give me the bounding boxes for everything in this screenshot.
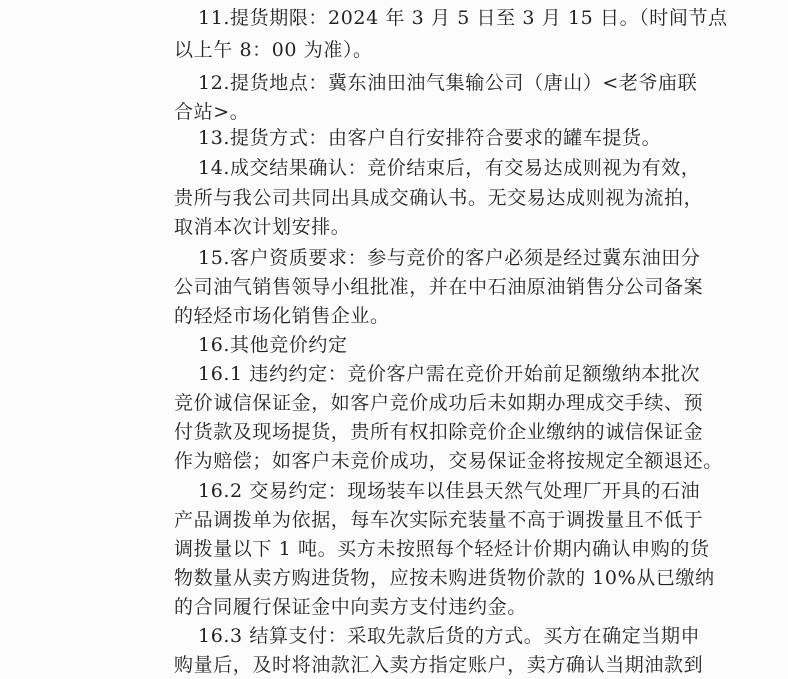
clause-16-2-line-2: 产品调拨单为依据，每车次实际充装量不高于调拨量且不低于 [174,509,704,531]
clause-16-2-line-3: 调拨量以下 1 吨。买方未按照每个轻烃计价期内确认申购的货 [174,538,710,560]
clause-12-line-2: 合站>。 [174,101,250,123]
clause-16-2-line-5: 的合同履行保证金中向卖方支付违约金。 [174,596,527,618]
clause-16-2-line-4: 物数量从卖方购进货物，应按未购进货物价款的 10%从已缴纳 [174,567,715,589]
clause-16-3-line-1: 16.3 结算支付：采取先款后货的方式。买方在确定当期申 [198,625,701,647]
clause-14-line-2: 贵所与我公司共同出具成交确认书。无交易达成则视为流拍， [174,187,704,209]
clause-13-line-1: 13.提货方式：由客户自行安排符合要求的罐车提货。 [198,127,662,149]
clause-16-heading: 16.其他竞价约定 [198,334,348,356]
clause-15-line-1: 15.客户资质要求：参与竞价的客户必须是经过冀东油田分 [198,247,701,269]
clause-16-1-line-4: 作为赔偿；如客户未竞价成功，交易保证金将按规定全额退还。 [174,450,723,472]
clause-12-line-1: 12.提货地点：冀东油田油气集输公司（唐山）<老爷庙联 [198,72,698,94]
clause-16-2-line-1: 16.2 交易约定：现场装车以佳县天然气处理厂开具的石油 [198,480,701,502]
clause-14-line-1: 14.成交结果确认：竞价结束后，有交易达成则视为有效， [198,157,701,179]
clause-15-line-2: 公司油气销售领导小组批准，并在中石油原油销售分公司备案 [174,276,704,298]
clause-16-3-line-2: 购量后，及时将油款汇入卖方指定账户，卖方确认当期油款到 [174,654,704,676]
clause-14-line-3: 取消本次计划安排。 [174,216,351,238]
clause-16-1-line-1: 16.1 违约约定：竞价客户需在竞价开始前足额缴纳本批次 [198,363,701,385]
clause-15-line-3: 的轻烃市场化销售企业。 [174,305,390,327]
clause-11-line-2: 以上午 8：00 为准）。 [174,39,373,61]
clause-11-line-1: 11.提货期限：2024 年 3 月 5 日至 3 月 15 日。（时间节点 [198,7,728,29]
clause-16-1-line-2: 竞价诚信保证金，如客户竞价成功后未如期办理成交手续、预 [174,392,704,414]
clause-16-1-line-3: 付货款及现场提货，贵所有权扣除竞价企业缴纳的诚信保证金 [174,421,704,443]
